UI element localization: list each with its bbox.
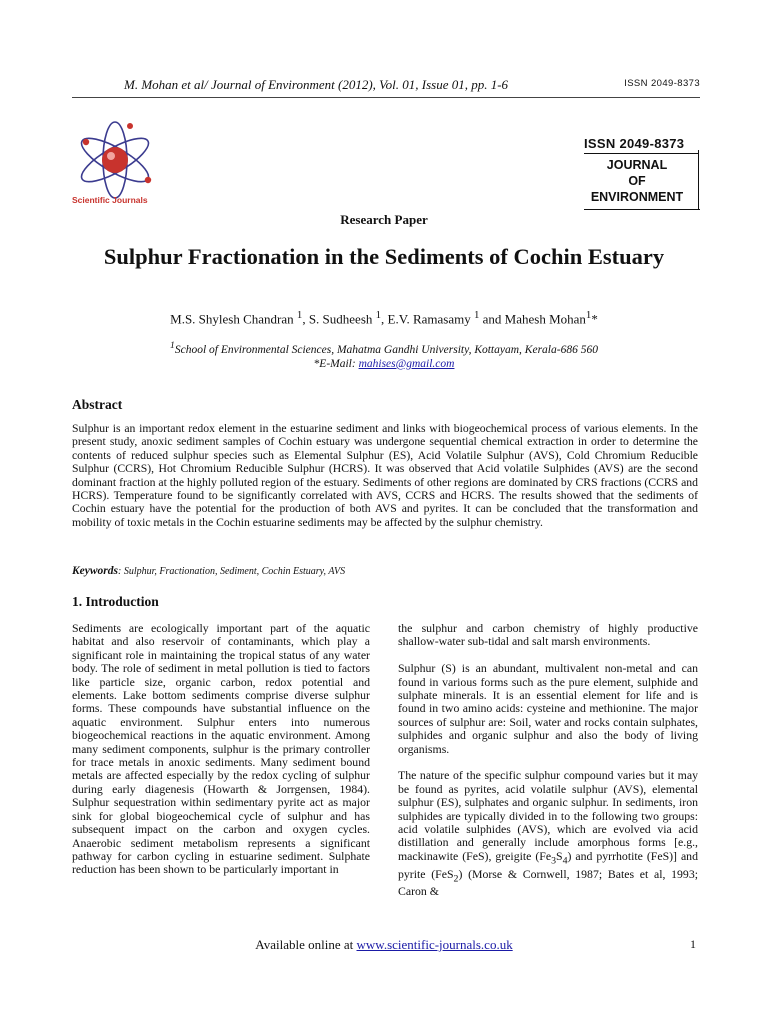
intro-text: The nature of the specific sulphur compound varies but it may be found as pyrites, acid volatile sulphur (AVS), elemental sulphur (ES), sulphates and organic sulphur. In sediments, iron sulphides are typically divided in to the following two groups: acid volatile sulphides (AVS), which are evolved via acid distillation and generally include amorphous forms [e.g., mackinawite (FeS), greigite (Fe [398, 768, 698, 863]
issn-small: ISSN 2049-8373 [624, 78, 700, 89]
footer-url-link[interactable]: www.scientific-journals.co.uk [356, 937, 513, 952]
author-name: S. Sudheesh [308, 311, 373, 327]
logo-label: Scientific Journals [72, 195, 148, 205]
journal-box-bottom-rule [584, 209, 700, 210]
affil-sup: 1 [170, 340, 175, 351]
paper-title: Sulphur Fractionation in the Sediments of Cochin Estuary [103, 244, 665, 269]
footer-availability [0, 937, 768, 953]
intro-column-right [398, 622, 698, 912]
header-rule [72, 97, 700, 98]
atom-logo-icon [70, 120, 170, 200]
author-name: Mahesh Mohan [504, 311, 586, 327]
corresponding-mark: * [591, 311, 598, 327]
author-affil-sup: 1 [585, 309, 592, 321]
affiliation-text: School of Environmental Sciences, Mahatma Gandhi University, Kottayam, Kerala-686 560 [174, 343, 598, 356]
intro-paragraph: the sulphur and carbon chemistry of highly productive shallow-water sub-tidal and salt marsh environments. [398, 621, 698, 649]
abstract-heading: Abstract [72, 397, 123, 412]
email-link[interactable]: mahises@gmail.com [358, 357, 455, 370]
abstract-body: Sulphur is an important redox element in the estuarine sediment and links with biogeochemical process of various elements. In the present study, anoxic sediment samples of Cochin estuary was undergone sequential chemical extraction in order to determine the contents of reduced sulphur species such as Elemental Sulphur (ES), Acid Volatile Sulphur (AVS), Cold Chromium Reducible Sulphur (CCRS), Hot Chromium Reducible Sulphur (HCRS). It was observed that Acid volatile Sulphides (AVS) are the second dominant fraction at the highly polluted region of the estuary. Sediments of other regions are dominated by CRS fractions (CCRS and HCRS). Temperature found to be significantly correlated with AVS, CCRS and HCRS. The results showed that the sediments of Cochin estuary have the potential for the production of both AVS and pyrites. It can be concluded that the transformation and mobility of toxic metals in the Cochin estuarine sediments may be affected by the sulphur chemistry. [72, 422, 698, 529]
intro-text: S [556, 848, 563, 863]
intro-paragraph: Sulphur (S) is an abundant, multivalent non-metal and can found in various forms such as the pure element, sulphide and sulphate minerals. It is an essential element for life and is found in two amino acids: cysteine and methionine. The major sources of sulphur are: Soil, water and rocks contain sulphates, sulphides and organic sulphur and also the body of living organisms. [398, 661, 698, 756]
intro-text: ) and pyrrhotite (FeS)] and pyrite (FeS [398, 848, 698, 881]
footer-available-text: Available online at [255, 937, 354, 952]
journal-name-line-3: ENVIRONMENT [590, 190, 684, 204]
journal-name-line-1: JOURNAL [606, 158, 668, 172]
author-affil-sup: 1 [375, 309, 382, 321]
keywords-label: Keywords [72, 565, 118, 577]
author-and: and [482, 311, 502, 327]
paper-type: Research Paper [340, 212, 428, 227]
keywords [72, 565, 345, 577]
intro-paragraph [398, 769, 698, 898]
author-name: M.S. Shylesh Chandran [170, 311, 294, 327]
issn-large: ISSN 2049-8373 [584, 136, 685, 151]
subscript: 3 [551, 855, 556, 867]
intro-paragraph: Sediments are ecologically important part of the aquatic habitat and also reservoir of contaminants, which play a significant role in maintaining the tropical status of any water body. The role of sediment in metal pollution is tied to factors like particle size, organic carbon, redox potential and elements. Lake bottom sediments comprise diverse sulphur forms. These compounds have substantial influence on the aquatic environment. Sulphur enters into numerous biogeochemical reactions in the aquatic environment. Among many sediment components, sulphur is the primary controller for trace metals in anoxic sediments. Many sediment bound metals are affected especially by the redox cycling of sulphur during early diagenesis (Howarth & Jorrgensen, 1984). Sulphur sequestration within sedimentary pyrite act as major sink for global biogeochemical cycle of sulphur and has subsequent impact on the carbon and oxygen cycles. Anaerobic sediment metabolism represents a significant pathway for carbon cycling in estuarine sediment. Sulphate reduction has been shown to be particularly important in [72, 621, 370, 877]
author-list: M.S. Shylesh Chandran $^1$, S. Sudheesh $^1$, E.V. Ramasamy $^1$ and Mahesh Mohan$^1$* [170, 309, 598, 327]
subscript: 4 [562, 855, 568, 867]
intro-text: ) (Morse & Cornwell, 1987; Bates et al, 1993; Caron & [398, 866, 698, 899]
page-number: 1 [690, 937, 696, 951]
affiliation [0, 339, 768, 371]
email-label: *E-Mail: [313, 357, 356, 370]
intro-column-left [72, 622, 370, 890]
section-heading-introduction: 1. Introduction [72, 594, 159, 609]
journal-citation: M. Mohan et al/ Journal of Environment (2012), Vol. 01, Issue 01, pp. 1-6 [124, 77, 509, 92]
journal-box-side-rule [698, 150, 699, 210]
author-affil-sup: 1 [296, 309, 303, 321]
journal-box-rule [584, 153, 698, 154]
subscript: 2 [453, 873, 459, 884]
keywords-values: : Sulphur, Fractionation, Sediment, Cochin Estuary, AVS [118, 566, 346, 577]
running-header [72, 77, 700, 93]
author-name: E.V. Ramasamy [387, 311, 471, 327]
journal-box [584, 136, 698, 210]
author-affil-sup: 1 [473, 309, 480, 321]
journal-name-line-2: OF [628, 174, 646, 188]
